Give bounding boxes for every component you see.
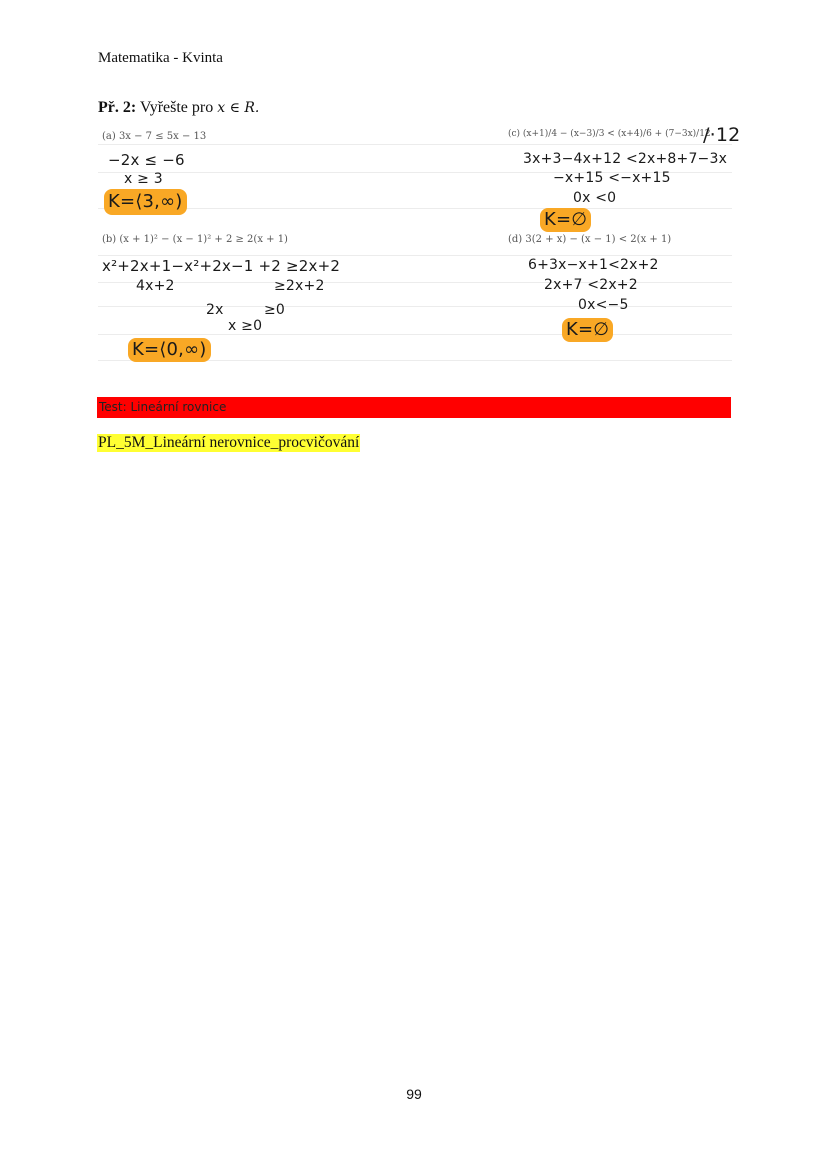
problem-c-label: (c) (x+1)/4 − (x−3)/3 < (x+4)/6 + (7−3x)/12 xyxy=(508,129,711,139)
problem-d-step: 0x<−5 xyxy=(578,297,629,313)
page-header: Matematika - Kvinta xyxy=(98,50,223,66)
problem-b-step: x²+2x+1−x²+2x−1 +2 ≥2x+2 xyxy=(102,257,341,275)
problem-c-step: 0x <0 xyxy=(573,190,617,206)
problem-c-result: K=∅ xyxy=(540,208,591,232)
problem-b-step: ≥0 xyxy=(264,302,286,318)
problem-d-result: K=∅ xyxy=(562,318,613,342)
problem-a-result: K=⟨3,∞) xyxy=(104,189,187,215)
problem-c-step: 3x+3−4x+12 <2x+8+7−3x xyxy=(523,151,728,167)
problem-d-step: 2x+7 <2x+2 xyxy=(544,277,638,293)
problem-d-step: 6+3x−x+1<2x+2 xyxy=(528,257,659,273)
problem-d-label: (d) 3(2 + x) − (x − 1) < 2(x + 1) xyxy=(508,234,672,245)
problem-b-step: 2x xyxy=(206,302,224,318)
ruled-line xyxy=(98,255,732,256)
ruled-line xyxy=(98,334,732,335)
exercise-text: Vyřešte pro xyxy=(139,99,214,116)
problem-b-result: K=⟨0,∞) xyxy=(128,338,211,362)
problem-b-step: ≥2x+2 xyxy=(274,278,325,294)
exercise-label: Př. 2: xyxy=(98,99,137,116)
problem-c-multiplier: /·12 xyxy=(703,124,741,146)
problem-b-label: (b) (x + 1)² − (x − 1)² + 2 ≥ 2(x + 1) xyxy=(102,234,288,245)
test-link-label: Test: Lineární rovnice xyxy=(99,400,227,414)
problem-a-step: −2x ≤ −6 xyxy=(108,151,185,169)
test-link[interactable] xyxy=(97,397,731,418)
solution-image xyxy=(98,124,741,376)
exercise-math: x ∈ R. xyxy=(217,100,260,116)
problem-a-label: (a) 3x − 7 ≤ 5x − 13 xyxy=(102,131,207,142)
problem-c-step: −x+15 <−x+15 xyxy=(553,170,671,186)
problem-b-step: 4x+2 xyxy=(136,278,175,294)
problem-a-step: x ≥ 3 xyxy=(124,171,163,187)
ruled-line xyxy=(98,306,732,307)
problem-b-step: x ≥0 xyxy=(228,318,263,334)
ruled-line xyxy=(98,208,732,209)
exercise-heading xyxy=(98,99,259,117)
page-number: 99 xyxy=(406,1086,422,1102)
ruled-line xyxy=(98,144,732,145)
worksheet-link[interactable]: PL_5M_Lineární nerovnice_procvičování xyxy=(98,434,360,451)
